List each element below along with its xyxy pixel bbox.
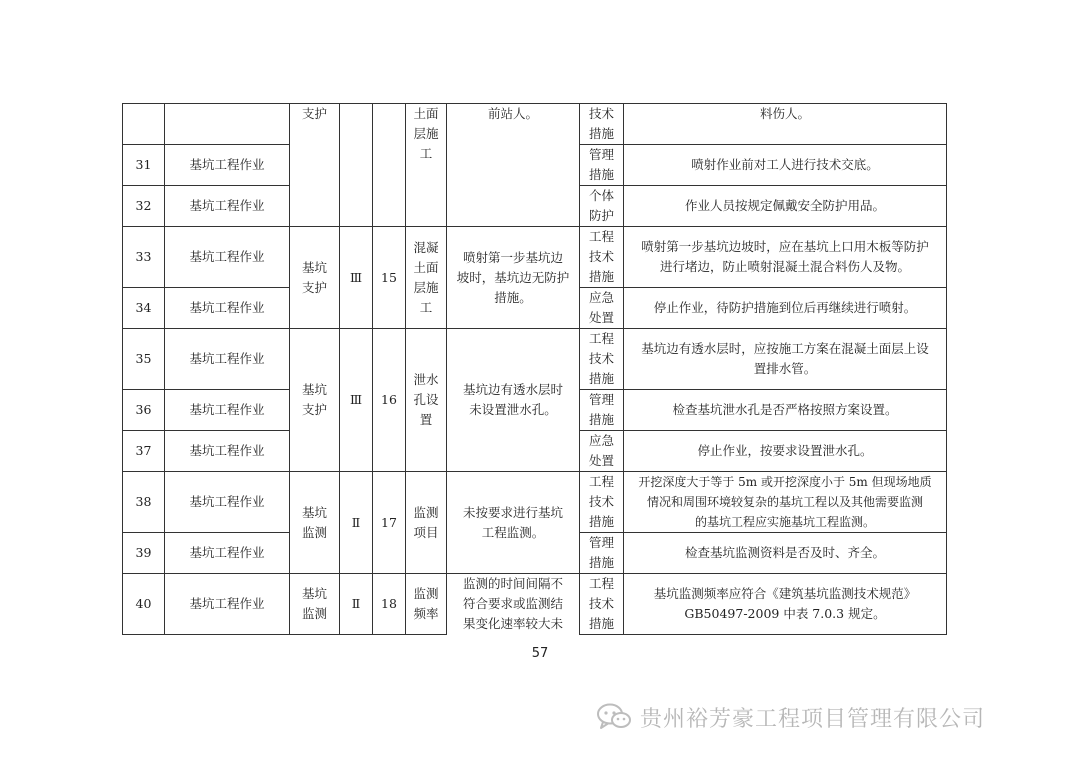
row-number-cell: 31 — [123, 145, 165, 186]
row-number-cell: 38 — [123, 472, 165, 533]
row-number-cell: 34 — [123, 288, 165, 329]
hazard-cell: 土面 层施 工 — [406, 104, 447, 227]
measure-type-cell: 工程 技术 措施 — [580, 472, 624, 533]
activity-cell: 基坑工程作业 — [165, 431, 290, 472]
activity-cell: 基坑工程作业 — [165, 390, 290, 431]
watermark-text: 贵州裕芳豪工程项目管理有限公司 — [640, 706, 986, 732]
wechat-icon — [596, 702, 632, 732]
activity-cell: 基坑工程作业 — [165, 288, 290, 329]
measure-type-cell: 工程 技术 措施 — [580, 227, 624, 288]
activity-cell: 基坑工程作业 — [165, 533, 290, 574]
level-cell — [340, 104, 373, 227]
measure-type-cell: 应急 处置 — [580, 431, 624, 472]
level-cell: Ⅱ — [340, 574, 373, 635]
measure-type-cell: 管理 措施 — [580, 533, 624, 574]
measure-cell: 检查基坑泄水孔是否严格按照方案设置。 — [624, 390, 947, 431]
table-row — [123, 104, 947, 145]
measure-cell: 料伤人。 — [624, 104, 947, 145]
measure-cell: 基坑边有透水层时，应按施工方案在混凝土面层上设 置排水管。 — [624, 329, 947, 390]
measure-cell: 基坑监测频率应符合《建筑基坑监测技术规范》 GB50497-2009 中表 7.0.3 规定。 — [624, 574, 947, 635]
item-number-cell — [373, 104, 406, 227]
description-cell: 喷射第一步基坑边 坡时，基坑边无防护 措施。 — [447, 227, 580, 329]
row-number-cell: 32 — [123, 186, 165, 227]
row-number-cell: 37 — [123, 431, 165, 472]
category-cell: 基坑 支护 — [290, 329, 340, 472]
level-cell: Ⅱ — [340, 472, 373, 574]
description-cell: 监测的时间间隔不 符合要求或监测结 果变化速率较大未 — [447, 574, 580, 635]
measure-cell: 喷射作业前对工人进行技术交底。 — [624, 145, 947, 186]
measure-type-cell: 工程 技术 措施 — [580, 329, 624, 390]
table-row — [123, 574, 947, 635]
table-row — [123, 329, 947, 390]
row-number-cell: 40 — [123, 574, 165, 635]
measure-type-cell: 应急 处置 — [580, 288, 624, 329]
hazard-cell: 泄水 孔设 置 — [406, 329, 447, 472]
description-cell: 基坑边有透水层时 未设置泄水孔。 — [447, 329, 580, 472]
row-number-cell: 39 — [123, 533, 165, 574]
measure-cell: 喷射第一步基坑边坡时，应在基坑上口用木板等防护 进行堵边，防止喷射混凝土混合料伤人及物。 — [624, 227, 947, 288]
level-cell: Ⅲ — [340, 329, 373, 472]
activity-cell: 基坑工程作业 — [165, 472, 290, 533]
row-number-cell: 35 — [123, 329, 165, 390]
row-number-cell — [123, 104, 165, 145]
item-number-cell: 17 — [373, 472, 406, 574]
level-cell: Ⅲ — [340, 227, 373, 329]
measure-type-cell: 管理 措施 — [580, 390, 624, 431]
hazard-cell: 混凝 土面 层施 工 — [406, 227, 447, 329]
measure-type-cell: 技术 措施 — [580, 104, 624, 145]
category-cell: 基坑 监测 — [290, 472, 340, 574]
page-number: 57 — [531, 646, 549, 661]
watermark — [596, 700, 985, 734]
activity-cell: 基坑工程作业 — [165, 329, 290, 390]
item-number-cell: 18 — [373, 574, 406, 635]
description-cell: 前站人。 — [447, 104, 580, 227]
category-cell: 基坑 支护 — [290, 227, 340, 329]
activity-cell: 基坑工程作业 — [165, 227, 290, 288]
hazard-table — [122, 103, 947, 635]
activity-cell: 基坑工程作业 — [165, 145, 290, 186]
activity-cell — [165, 104, 290, 145]
hazard-cell: 监测 频率 — [406, 574, 447, 635]
category-cell: 基坑 监测 — [290, 574, 340, 635]
measure-type-cell: 个体 防护 — [580, 186, 624, 227]
measure-type-cell: 工程 技术 措施 — [580, 574, 624, 635]
activity-cell: 基坑工程作业 — [165, 574, 290, 635]
measure-cell: 停止作业，按要求设置泄水孔。 — [624, 431, 947, 472]
row-number-cell: 33 — [123, 227, 165, 288]
row-number-cell: 36 — [123, 390, 165, 431]
measure-type-cell: 管理 措施 — [580, 145, 624, 186]
document-sheet — [122, 103, 947, 635]
item-number-cell: 15 — [373, 227, 406, 329]
hazard-cell: 监测 项目 — [406, 472, 447, 574]
table-row — [123, 472, 947, 533]
activity-cell: 基坑工程作业 — [165, 186, 290, 227]
category-cell: 支护 — [290, 104, 340, 227]
measure-cell: 检查基坑监测资料是否及时、齐全。 — [624, 533, 947, 574]
measure-cell: 停止作业，待防护措施到位后再继续进行喷射。 — [624, 288, 947, 329]
description-cell: 未按要求进行基坑 工程监测。 — [447, 472, 580, 574]
table-row — [123, 227, 947, 288]
measure-cell: 开挖深度大于等于 5m 或开挖深度小于 5m 但现场地质 情况和周围环境较复杂的基坑工程以及其他需要监测 的基坑工程应实施基坑工程监测。 — [624, 472, 947, 533]
measure-cell: 作业人员按规定佩戴安全防护用品。 — [624, 186, 947, 227]
item-number-cell: 16 — [373, 329, 406, 472]
